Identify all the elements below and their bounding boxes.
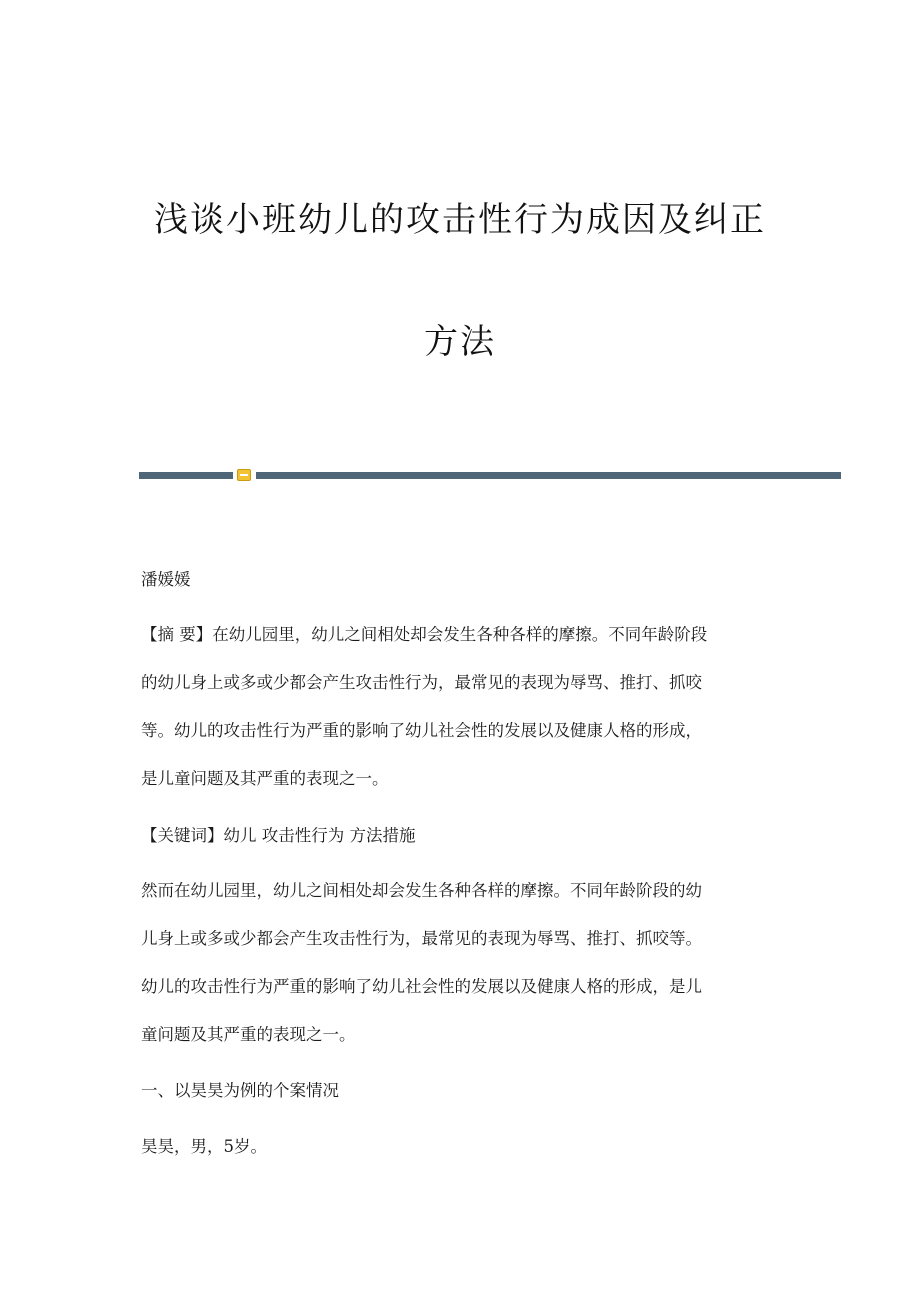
divider-ornament-icon [237,469,251,481]
title-line-1: 浅谈小班幼儿的攻击性行为成因及纠正 [154,200,766,240]
body-line: 幼儿的攻击性行为严重的影响了幼儿社会性的发展以及健康人格的形成，是儿 [141,977,702,996]
divider-bar-right [256,472,841,479]
body-line: 童问题及其严重的表现之一。 [141,1025,356,1044]
case-info: 昊昊，男，5岁。 [141,1137,267,1156]
body-line: 然而在幼儿园里，幼儿之间相处却会发生各种各样的摩擦。不同年龄阶段的幼 [141,881,702,900]
title-line-2: 方法 [424,322,496,362]
section-heading: 一、以昊昊为例的个案情况 [141,1081,339,1100]
abstract-line: 等。幼儿的攻击性行为严重的影响了幼儿社会性的发展以及健康人格的形成， [141,721,702,740]
title-divider [139,468,841,482]
abstract-line: 的幼儿身上或多或少都会产生攻击性行为，最常见的表现为辱骂、推打、抓咬 [141,673,702,692]
divider-bar-left [139,472,233,479]
author-name: 潘媛媛 [141,570,191,589]
body-line: 儿身上或多或少都会产生攻击性行为，最常见的表现为辱骂、推打、抓咬等。 [141,929,702,948]
abstract-line: 是儿童问题及其严重的表现之一。 [141,769,389,788]
abstract-line: 【摘 要】在幼儿园里，幼儿之间相处却会发生各种各样的摩擦。不同年龄阶段 [141,625,708,644]
keywords: 【关键词】幼儿 攻击性行为 方法措施 [141,826,416,845]
